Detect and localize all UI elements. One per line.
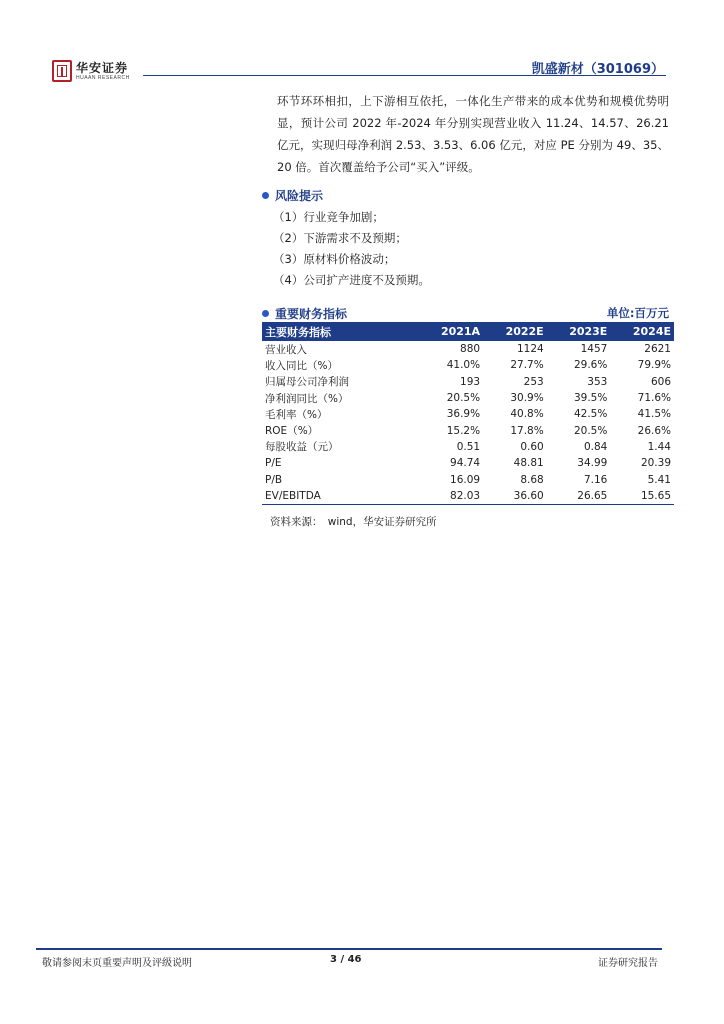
row-value: 15.2% (446, 424, 481, 437)
row-value: 27.7% (510, 359, 544, 372)
table-row (262, 390, 674, 406)
page-number: 3 / 46 (330, 954, 362, 965)
table-row (262, 488, 674, 505)
row-value: 5.41 (647, 473, 671, 486)
table-header-cell: 2024E (610, 322, 674, 341)
table-row (262, 341, 674, 357)
row-value: 193 (460, 375, 481, 388)
row-label: EV/EBITDA (262, 488, 418, 505)
intro-paragraph: 环节环环相扣，上下游相互依托，一体化生产带来的成本优势和规模优势明显，预计公司 2022 年-2024 年分别实现营业收入 11.24、14.57、26.21 亿元，实现归母净利润 2.53、3.53、6.06 亿元，对应 PE 分别为 49、35、20 倍。首次覆盖给予公司“买入”评级。 (277, 94, 669, 174)
table-row (262, 357, 674, 373)
risk-item: （4）公司扩产进度不及预期。 (273, 273, 430, 287)
logo-name-cn: 华安证券 (76, 61, 129, 75)
row-label: 毛利率（%） (265, 408, 328, 421)
row-value: 30.9% (510, 392, 544, 405)
footer-disclaimer: 敬请参阅末页重要声明及评级说明 (42, 958, 192, 969)
logo-seal-icon (52, 60, 72, 82)
report-title: 凯盛新材（301069） (531, 62, 664, 77)
row-label: 收入同比（%） (265, 359, 338, 372)
row-value: 1457 (580, 343, 608, 356)
row-value: 2621 (644, 343, 671, 356)
company-logo (52, 60, 130, 82)
row-label: 净利润同比（%） (265, 392, 349, 405)
row-value: 26.65 (547, 488, 611, 505)
financial-table (262, 322, 674, 505)
unit-label: 单位:百万元 (606, 306, 669, 320)
row-value: 41.0% (446, 359, 481, 372)
row-value: 29.6% (573, 359, 608, 372)
row-label: 归属母公司净利润 (265, 376, 349, 389)
table-row (262, 471, 674, 487)
row-value: 353 (587, 375, 608, 388)
row-value: 20.39 (640, 457, 671, 470)
row-value: 16.09 (450, 473, 481, 486)
footer-rule (36, 948, 662, 950)
row-label: 每股收益（元） (265, 441, 339, 454)
row-value: 34.99 (577, 457, 608, 470)
risk-heading-label: 风险提示 (275, 189, 324, 203)
risk-list (273, 207, 430, 291)
row-value: 8.68 (520, 473, 544, 486)
table-row (262, 455, 674, 471)
table-row (262, 374, 674, 390)
row-value: 17.8% (510, 424, 544, 437)
row-value: 40.8% (510, 408, 544, 421)
row-label: 营业收入 (265, 343, 307, 356)
row-value: 606 (650, 375, 671, 388)
row-value: 20.5% (573, 424, 608, 437)
risk-heading (262, 187, 323, 204)
row-value: 20.5% (446, 392, 481, 405)
logo-name-en: HUAAN RESEARCH (76, 75, 130, 81)
row-value: 1124 (516, 343, 544, 356)
row-value: 39.5% (573, 392, 608, 405)
risk-item: （1）行业竞争加剧； (273, 210, 384, 224)
row-label: ROE（%） (265, 425, 319, 438)
row-value: 41.5% (637, 408, 671, 421)
risk-item: （2）下游需求不及预期； (273, 231, 407, 245)
row-label: P/E (265, 457, 282, 470)
table-row (262, 422, 674, 438)
row-value: 1.44 (647, 440, 671, 453)
row-value: 253 (523, 375, 544, 388)
bullet-icon (262, 310, 269, 317)
table-header-cell: 2022E (483, 322, 547, 341)
row-label: P/B (265, 473, 283, 486)
row-value: 36.60 (483, 488, 547, 505)
row-value: 0.60 (520, 440, 544, 453)
row-value: 48.81 (513, 457, 544, 470)
table-header-cell: 2021A (418, 322, 483, 341)
financial-heading (262, 305, 347, 322)
table-header-cell: 主要财务指标 (262, 322, 418, 341)
source-note: 资料来源： wind，华安证券研究所 (270, 516, 437, 528)
table-row (262, 439, 674, 455)
row-value: 71.6% (637, 392, 671, 405)
row-value: 7.16 (583, 473, 608, 486)
table-header-cell: 2023E (547, 322, 611, 341)
row-value: 26.6% (637, 424, 671, 437)
row-value: 79.9% (637, 359, 671, 372)
row-value: 0.84 (583, 440, 608, 453)
bullet-icon (262, 192, 269, 199)
row-value: 0.51 (456, 440, 481, 453)
risk-item: （3）原材料价格波动； (273, 252, 396, 266)
row-value: 94.74 (450, 457, 481, 470)
table-row (262, 406, 674, 422)
footer-report-type: 证券研究报告 (598, 958, 658, 969)
row-value: 15.65 (610, 488, 674, 505)
row-value: 42.5% (573, 408, 608, 421)
row-value: 36.9% (446, 408, 481, 421)
row-value: 880 (460, 343, 481, 356)
row-value: 82.03 (418, 488, 483, 505)
financial-heading-label: 重要财务指标 (275, 307, 348, 321)
table-header-row (262, 322, 674, 341)
